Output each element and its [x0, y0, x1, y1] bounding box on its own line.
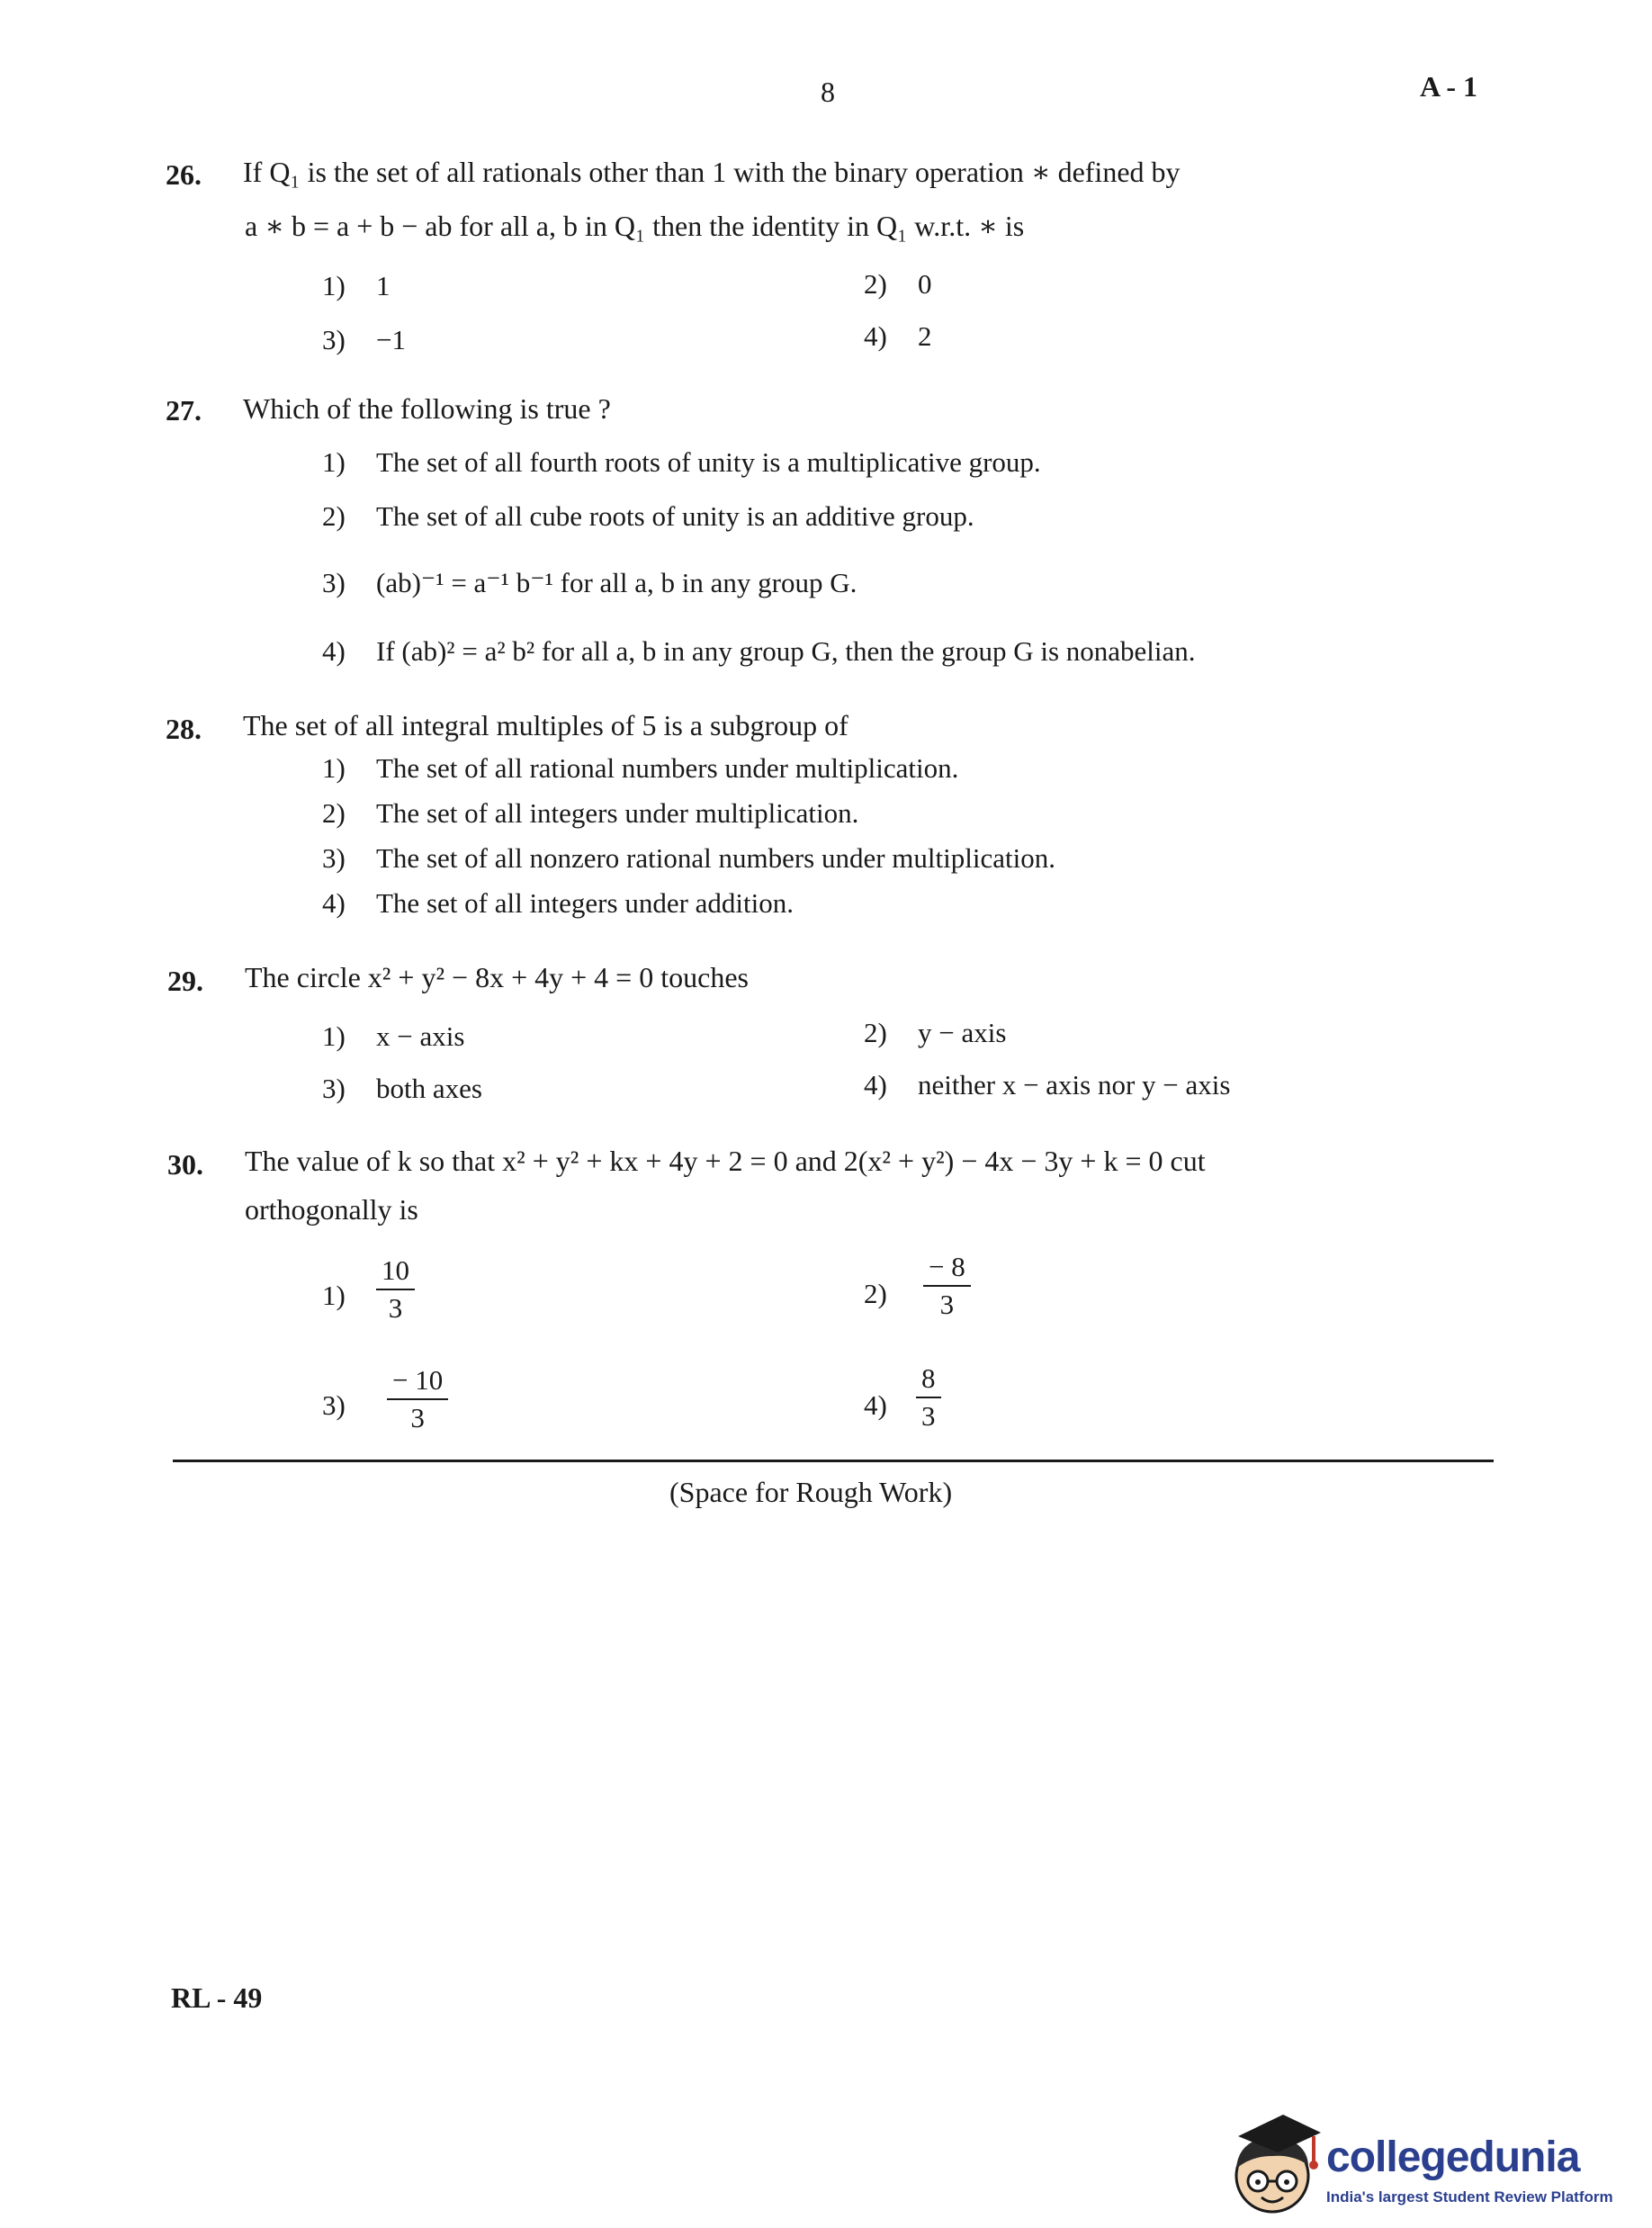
option-text: The set of all nonzero rational numbers under multiplication. — [376, 842, 1055, 874]
option-2 — [864, 1017, 1006, 1049]
option-number: 2) — [864, 1017, 887, 1048]
option-number: 2) — [322, 500, 346, 532]
fraction-bar — [387, 1398, 448, 1400]
option-4 — [864, 1069, 1230, 1101]
option-4-number: 4) — [864, 1389, 887, 1421]
option-text: 0 — [918, 268, 932, 300]
option-3 — [322, 1073, 482, 1105]
option-text: neither x − axis nor y − axis — [918, 1069, 1231, 1101]
fraction-bar — [923, 1285, 971, 1287]
option-number: 2) — [322, 797, 346, 829]
option-number: 4) — [864, 1069, 887, 1101]
question-text: Which of the following is true ? — [243, 392, 611, 425]
option-text: The set of all fourth roots of unity is a multiplicative group. — [376, 446, 1041, 478]
fraction-numerator: − 10 — [392, 1364, 444, 1396]
option-text: 2 — [918, 320, 932, 352]
logo-tagline: India's largest Student Review Platform — [1326, 2188, 1613, 2206]
option-2 — [864, 268, 932, 301]
option-1 — [322, 270, 391, 302]
question-text: The value of k so that x² + y² + kx + 4y + 2 = 0 and 2(x² + y²) − 4x − 3y + k = 0 cut — [245, 1145, 1206, 1177]
question-text-line2: a ∗ b = a + b − ab for all a, b in Q₁ then the identity in Q₁ w.r.t. ∗ is — [245, 210, 1025, 242]
option-2 — [322, 500, 974, 533]
question-text: The set of all integral multiples of 5 is a subgroup of — [243, 709, 848, 741]
mascot-icon — [1220, 2109, 1326, 2226]
question-number: 30. — [167, 1148, 203, 1181]
collegedunia-logo — [1220, 2109, 1625, 2226]
option-number: 2) — [864, 268, 887, 300]
option-text: If (ab)² = a² b² for all a, b in any group G, then the group G is nonabelian. — [376, 635, 1196, 667]
page-number: 8 — [821, 76, 835, 108]
fraction-numerator: 8 — [921, 1362, 936, 1394]
question-number: 27. — [166, 394, 202, 427]
option-number: 4) — [322, 635, 346, 667]
option-number: 3) — [322, 1073, 346, 1104]
option-3-number: 3) — [322, 1389, 346, 1421]
option-text: The set of all integers under addition. — [376, 887, 795, 919]
option-number: 1) — [322, 270, 346, 301]
fraction-bar — [916, 1397, 941, 1398]
option-text: −1 — [376, 324, 406, 355]
question-text-line2: orthogonally is — [245, 1193, 418, 1226]
option-1 — [322, 752, 958, 785]
question-text: The circle x² + y² − 8x + 4y + 4 = 0 touches — [245, 961, 749, 993]
fraction-denominator: 3 — [939, 1289, 955, 1320]
option-number: 3) — [322, 567, 346, 598]
section-divider — [173, 1460, 1494, 1462]
option-1 — [322, 446, 1041, 479]
option-3 — [322, 567, 857, 599]
rough-work-label: (Space for Rough Work) — [669, 1476, 953, 1508]
option-text: The set of all integers under multiplication. — [376, 797, 859, 829]
option-number: 1) — [322, 446, 346, 478]
option-number: 1) — [322, 1020, 346, 1052]
option-2-number: 2) — [864, 1278, 887, 1309]
question-number: 28. — [166, 713, 202, 745]
fraction-denominator: 3 — [921, 1400, 936, 1432]
option-number: 1) — [322, 752, 346, 784]
option-4 — [864, 320, 932, 353]
option-number: 4) — [864, 320, 887, 352]
option-3 — [322, 324, 406, 356]
option-text: y − axis — [918, 1017, 1007, 1048]
option-3-fraction — [387, 1364, 448, 1434]
question-text: If Q₁ is the set of all rationals other than 1 with the binary operation ∗ defined by — [243, 156, 1181, 188]
question-number: 29. — [167, 965, 203, 997]
option-text: The set of all cube roots of unity is an additive group. — [376, 500, 974, 532]
fraction-numerator: 10 — [382, 1254, 409, 1286]
option-2-fraction — [923, 1251, 971, 1321]
option-text: (ab)⁻¹ = a⁻¹ b⁻¹ for all a, b in any group G. — [376, 567, 857, 598]
option-text: x − axis — [376, 1020, 465, 1052]
option-4 — [322, 635, 1196, 668]
fraction-bar — [376, 1289, 415, 1290]
option-number: 3) — [322, 324, 346, 355]
option-text: 1 — [376, 270, 391, 301]
option-1-fraction — [376, 1254, 415, 1325]
option-4 — [322, 887, 794, 920]
option-3 — [322, 842, 1055, 875]
fraction-denominator: 3 — [410, 1402, 425, 1433]
question-number: 26. — [166, 158, 202, 191]
paper-code: A - 1 — [1420, 70, 1477, 103]
logo-name: collegedunia — [1326, 2134, 1580, 2181]
option-text: both axes — [376, 1073, 482, 1104]
option-2 — [322, 797, 858, 830]
option-1-number: 1) — [322, 1280, 346, 1311]
option-text: The set of all rational numbers under multiplication. — [376, 752, 959, 784]
option-number: 4) — [322, 887, 346, 919]
option-number: 3) — [322, 842, 346, 874]
footer-code: RL - 49 — [171, 1981, 263, 2014]
option-4-fraction — [916, 1362, 941, 1433]
option-1 — [322, 1020, 464, 1053]
fraction-denominator: 3 — [388, 1292, 403, 1324]
fraction-numerator: − 8 — [929, 1251, 965, 1282]
